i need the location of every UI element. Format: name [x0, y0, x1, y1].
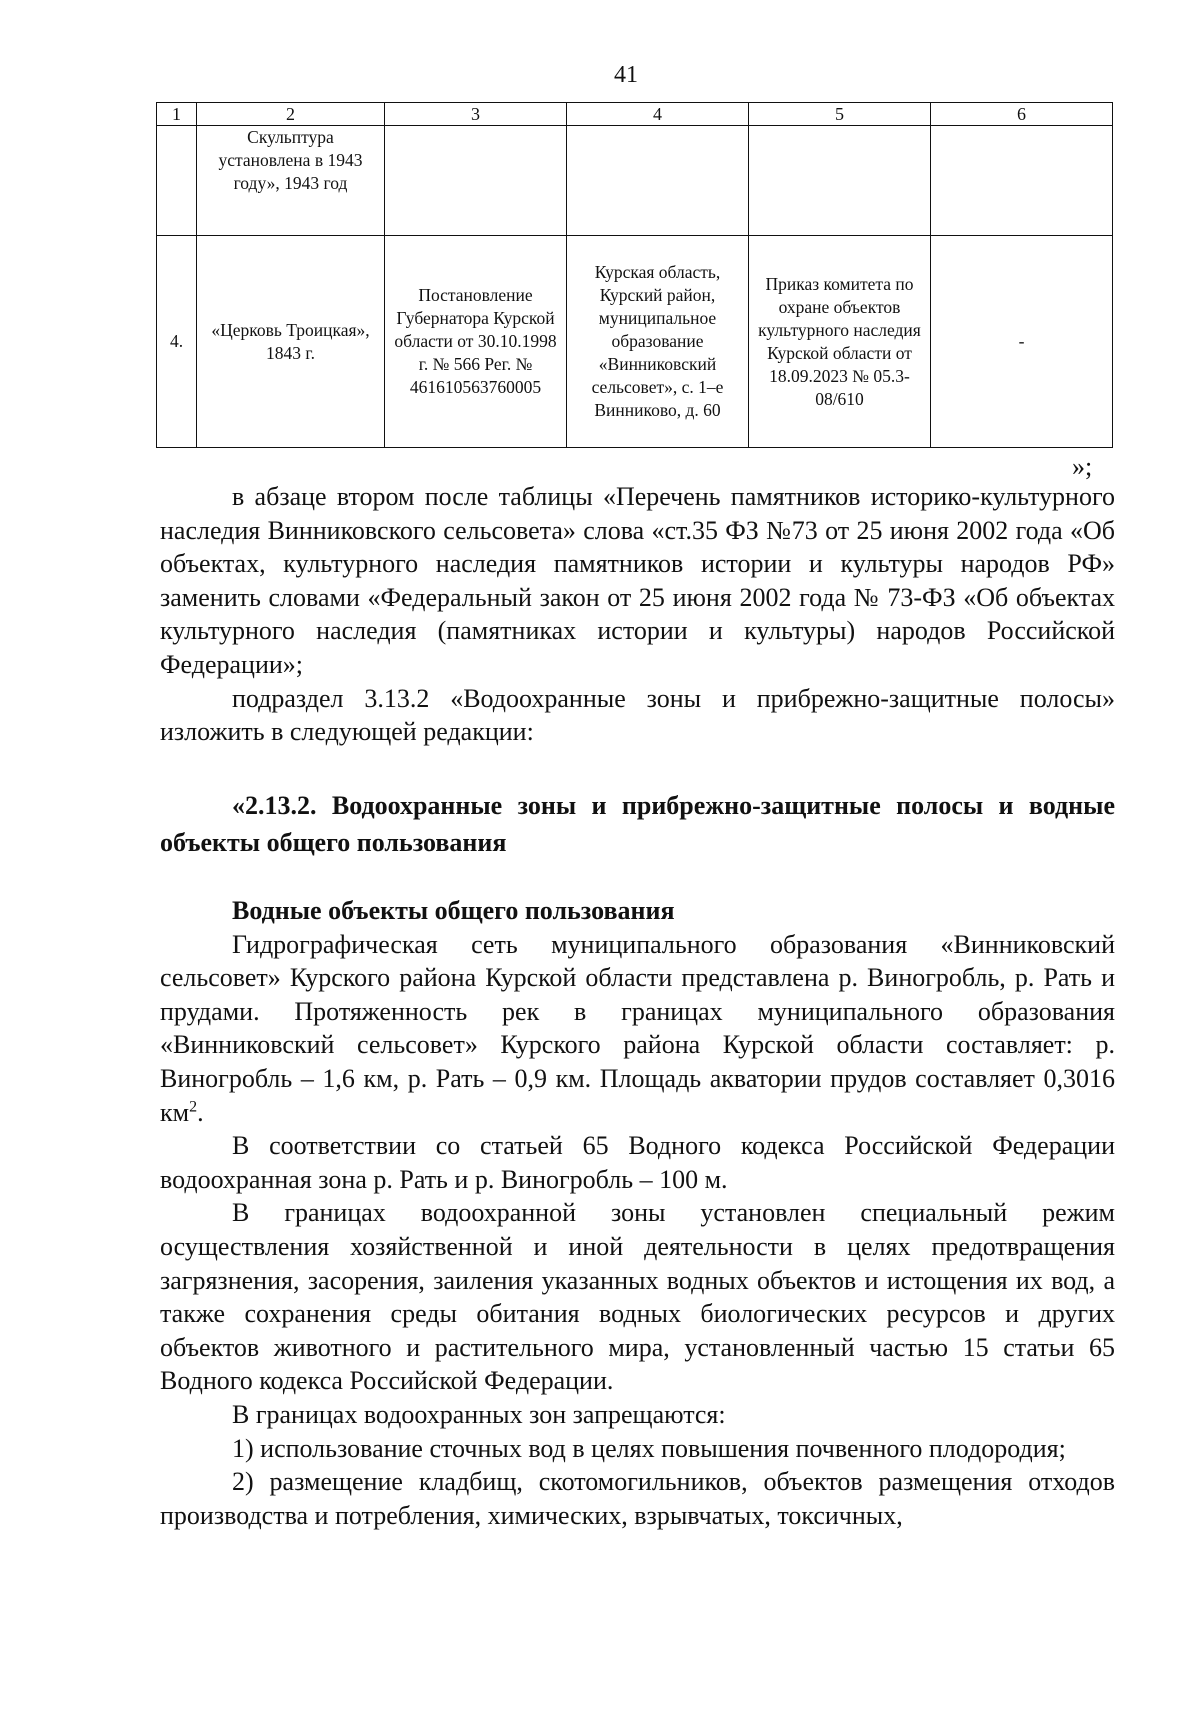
- table-cell: [749, 126, 931, 236]
- table-cell: Скульптура установлена в 1943 году», 1943 год: [197, 126, 385, 236]
- table-cell: [385, 126, 567, 236]
- table-cell: [931, 126, 1113, 236]
- table-row: [157, 126, 1113, 236]
- table-header-cell: 2: [197, 103, 385, 126]
- section-heading: «2.13.2. Водоохранные зоны и прибрежно-защитные полосы и водные объекты общего пользования: [160, 791, 1115, 857]
- subsection-heading: Водные объекты общего пользования: [232, 896, 675, 925]
- paragraph-text: Гидрографическая сеть муниципального образования «Винниковский сельсовет» Курского района Курской области представлена р. Виногробль, р. Рать и прудами. Протяженность рек в границах муниципального образования «Винниковский сельсовет» Курского района Курской области составляет: р. Виногробль – 1,6 км, р. Рать – 0,9 км. Площадь акватории прудов составляет 0,3016 км: [160, 929, 1115, 1127]
- closing-quote: »;: [1072, 452, 1093, 481]
- paragraph: в абзаце втором после таблицы «Перечень памятников историко-культурного наследия Винниковского сельсовета» слова «ст.35 ФЗ №73 от 25 июня 2002 года «Об объектах, культурного наследия памятников истории и культуры народов РФ» заменить словами «Федеральный закон от 25 июня 2002 года № 73-ФЗ «Об объектах культурного наследия (памятниках истории и культуры) народов Российской Федерации»;: [160, 482, 1115, 679]
- table-header-cell: 3: [385, 103, 567, 126]
- section-heading-block: [160, 788, 1115, 861]
- table-cell: -: [931, 236, 1113, 448]
- paragraph: В границах водоохранной зоны установлен специальный режим осуществления хозяйственной и иной деятельности в целях предотвращения загрязнения, засорения, заиления указанных водных объектов и истощения их вод, а также сохранения среды обитания водных биологических ресурсов и других объектов животного и растительного мира, установленный частью 15 статьи 65 Водного кодекса Российской Федерации.: [160, 1198, 1115, 1396]
- paragraph-end: .: [197, 1097, 204, 1127]
- heritage-table: [156, 102, 1113, 448]
- body-text: [160, 894, 1115, 1532]
- table-header-cell: 6: [931, 103, 1113, 126]
- paragraph: В границах водоохранных зон запрещаются:: [232, 1399, 726, 1429]
- list-item: 1) использование сточных вод в целях повышения почвенного плодородия;: [232, 1433, 1066, 1463]
- table-cell: Приказ комитета по охране объектов культурного наследия Курской области от 18.09.2023 № 05.3-08/610: [749, 236, 931, 448]
- table-cell: [157, 126, 197, 236]
- table-cell: Постановление Губернатора Курской области от 30.10.1998 г. № 566 Рег. № 461610563760005: [385, 236, 567, 448]
- table-cell: 4.: [157, 236, 197, 448]
- paragraph: подраздел 3.13.2 «Водоохранные зоны и прибрежно-защитные полосы» изложить в следующей редакции:: [160, 683, 1115, 747]
- table-header-cell: 4: [567, 103, 749, 126]
- table-header-cell: 1: [157, 103, 197, 126]
- amendment-paragraphs: [160, 480, 1115, 749]
- superscript: 2: [189, 1097, 198, 1115]
- paragraph: В соответствии со статьей 65 Водного кодекса Российской Федерации водоохранная зона р. Рать и р. Виногробль – 100 м.: [160, 1131, 1115, 1194]
- table-cell: Курская область, Курский район, муниципальное образование «Винниковский сельсовет», с. 1–е Винниково, д. 60: [567, 236, 749, 448]
- list-item: 2) размещение кладбищ, скотомогильников, объектов размещения отходов производства и потребления, химических, взрывчатых, токсичных,: [160, 1467, 1115, 1530]
- paragraph: [160, 928, 1115, 1130]
- table-cell: [567, 126, 749, 236]
- table-row: [157, 236, 1113, 448]
- table-cell: «Церковь Троицкая», 1843 г.: [197, 236, 385, 448]
- page-number: 41: [614, 62, 638, 88]
- table-header-row: [157, 103, 1113, 126]
- table-header-cell: 5: [749, 103, 931, 126]
